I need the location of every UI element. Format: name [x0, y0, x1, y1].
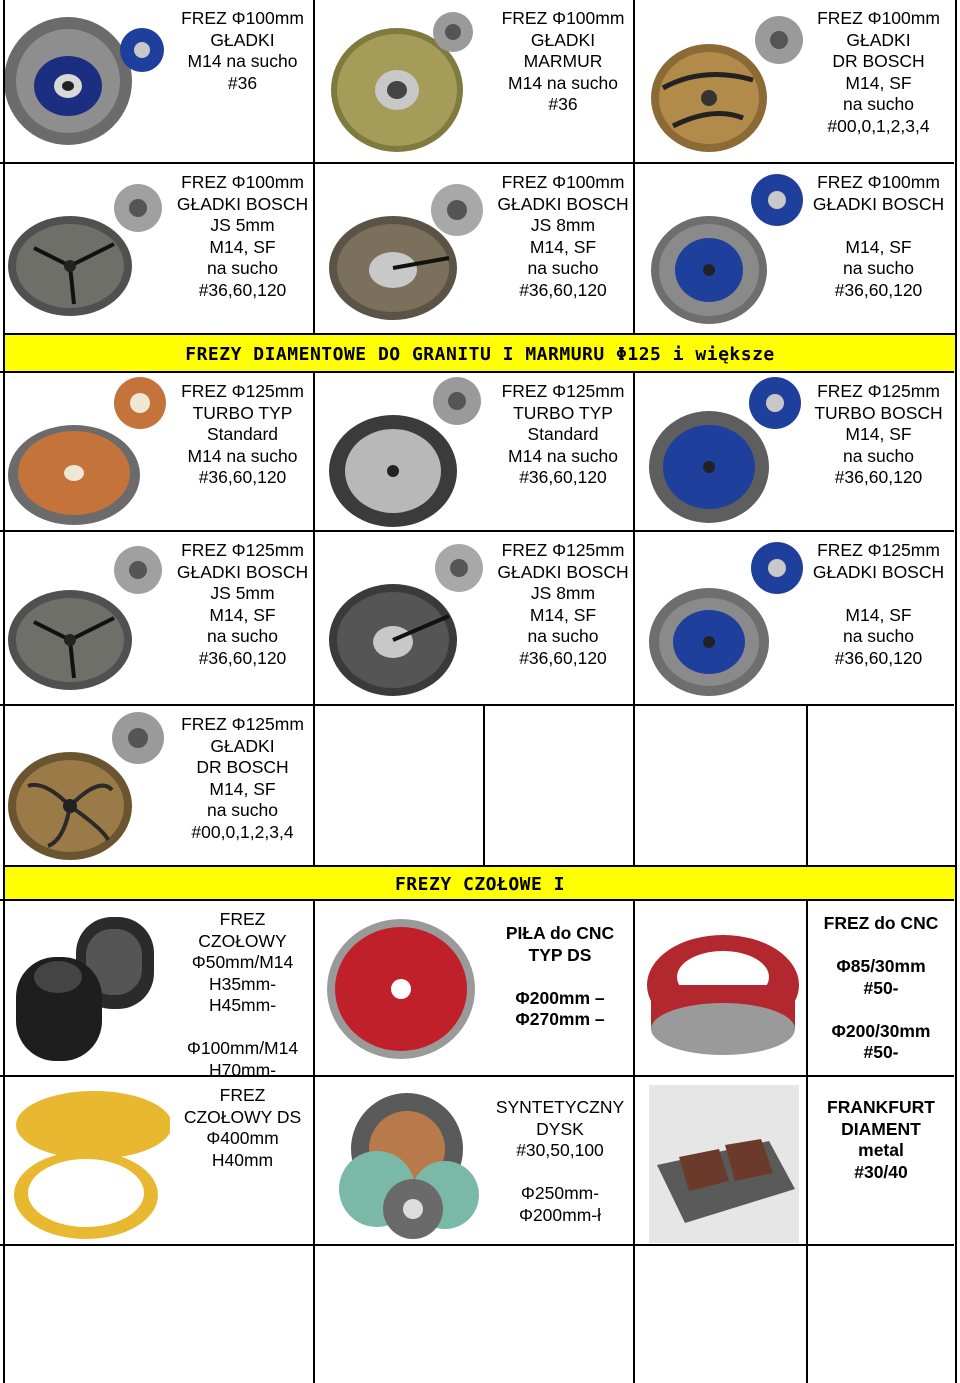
product-line: Φ250mm-: [520, 1183, 600, 1203]
product-image-bosch-js5-125: [4, 542, 170, 702]
product-line: na sucho: [842, 626, 915, 646]
product-line: FREZ Φ125mm: [817, 381, 940, 401]
product-image-dr-bosch-125: [4, 710, 170, 864]
product-line: #36,60,120: [834, 467, 923, 487]
product-line: SYNTETYCZNY: [495, 1097, 625, 1117]
product-line: na sucho: [527, 258, 599, 278]
product-line: Φ200mm –: [515, 987, 605, 1008]
product-line: #36,60,120: [198, 647, 287, 668]
product-line: FRANKFURT: [827, 1097, 935, 1117]
product-line: FREZ: [219, 1085, 266, 1105]
product-cell: [635, 532, 954, 706]
product-line: M14, SF: [529, 236, 597, 257]
product-image-turbo-copper: [4, 375, 170, 529]
product-row-7: [0, 1075, 954, 1246]
empty-cell: [315, 1246, 635, 1383]
product-image-red-saw-blade: [323, 913, 485, 1063]
section-banner-granite: [3, 333, 957, 373]
product-line: #36,60,120: [834, 279, 923, 300]
product-line: #36,60,120: [519, 279, 607, 300]
product-line: na sucho: [206, 800, 279, 820]
product-line: JS 5mm: [210, 215, 275, 235]
product-line: #36,60,120: [834, 647, 923, 668]
product-image-bosch-js5: [4, 174, 170, 324]
product-line: #30/40: [854, 1161, 908, 1182]
product-line: TURBO TYP: [513, 402, 613, 423]
product-cell: [635, 901, 808, 1077]
product-cell: [635, 164, 954, 335]
product-cell: [0, 1077, 315, 1246]
product-line: FREZ: [219, 909, 266, 929]
product-line: M14 na sucho: [508, 72, 618, 93]
product-image-marble-wheel: [323, 8, 487, 158]
product-line: DYSK: [536, 1118, 584, 1139]
product-cell: [0, 532, 315, 706]
product-cell: [635, 0, 954, 164]
product-line: Φ270mm –: [515, 1009, 605, 1029]
product-line: Φ200mm-ł: [518, 1204, 602, 1225]
product-image-bosch-js8-125: [321, 540, 491, 700]
product-line: GŁADKI: [530, 29, 596, 50]
empty-cell: [808, 706, 954, 867]
product-line: GŁADKI BOSCH: [176, 561, 309, 582]
product-cell: [635, 373, 954, 532]
product-line: FREZ do CNC: [823, 913, 939, 933]
product-line: M14 na sucho: [508, 445, 618, 466]
product-cell: [0, 706, 315, 867]
product-line: #00,0,1,2,3,4: [827, 115, 930, 136]
product-line: na sucho: [842, 445, 915, 466]
product-line: GŁADKI: [210, 735, 275, 756]
product-line: GŁADKI BOSCH: [497, 561, 629, 582]
empty-row: [0, 1244, 954, 1383]
product-line: na sucho: [842, 258, 915, 278]
product-line: FREZ Φ125mm: [817, 540, 940, 560]
product-line: Φ85/30mm: [836, 956, 926, 976]
product-line: GŁADKI BOSCH: [497, 193, 629, 214]
product-line: DIAMENT: [841, 1118, 921, 1139]
product-line: CZOŁOWY: [198, 930, 287, 951]
product-cell: [808, 901, 954, 1077]
product-cell: [635, 1077, 808, 1246]
product-line: #36,60,120: [198, 279, 287, 300]
product-line: FREZ Φ125mm: [501, 381, 625, 401]
product-image-face-milling-black: [10, 911, 170, 1071]
product-line: FREZ Φ125mm: [181, 381, 304, 401]
product-row-3: [0, 371, 954, 532]
product-image-turbo-silver: [321, 375, 491, 529]
product-line: JS 8mm: [530, 583, 596, 603]
banner-title: FREZY CZOŁOWE I: [394, 873, 566, 895]
product-line: FREZ Φ100mm: [181, 8, 304, 28]
product-row-2: [0, 162, 954, 335]
product-line: GŁADKI BOSCH: [176, 193, 309, 214]
product-cell: [0, 164, 315, 335]
product-line: FREZ Φ125mm: [181, 540, 304, 560]
product-line: #00,0,1,2,3,4: [191, 821, 294, 842]
product-image-bosch-js8: [321, 174, 491, 324]
product-line: #50-: [863, 1042, 899, 1062]
product-line: TURBO BOSCH: [814, 402, 943, 423]
product-line: #36,60,120: [198, 467, 287, 487]
product-line: GŁADKI: [210, 29, 275, 50]
product-line: metal: [858, 1140, 904, 1160]
product-line: FREZ Φ125mm: [181, 714, 304, 734]
product-row-5: [0, 704, 954, 867]
product-cell: [0, 0, 315, 164]
product-cell: [315, 373, 635, 532]
product-line: PIŁA do CNC: [505, 923, 615, 943]
product-image-bosch-blue-125: [643, 538, 811, 698]
product-line: TURBO TYP: [192, 402, 293, 423]
product-line: H45mm-: [208, 995, 277, 1015]
product-line: M14, SF: [209, 604, 276, 625]
product-line: na sucho: [206, 258, 279, 278]
product-line: M14, SF: [845, 236, 912, 257]
product-line: FREZ Φ125mm: [501, 540, 625, 560]
product-line: DR BOSCH: [832, 51, 925, 71]
product-cell: [808, 1077, 954, 1246]
product-line: TYP DS: [528, 944, 592, 965]
product-line: GŁADKI: [846, 29, 911, 50]
product-line: M14, SF: [845, 424, 912, 444]
product-image-frankfurt-diamond: [649, 1085, 799, 1243]
product-line: M14, SF: [209, 778, 276, 799]
empty-cell: [635, 1246, 808, 1383]
product-line: na sucho: [842, 94, 915, 114]
empty-cell: [0, 1246, 315, 1383]
product-line: M14, SF: [845, 72, 912, 93]
empty-cell: [485, 706, 635, 867]
product-line: Φ400mm: [206, 1128, 279, 1148]
product-cell: [0, 901, 315, 1080]
product-line: M14, SF: [209, 236, 276, 257]
product-line: FREZ Φ100mm: [181, 172, 304, 192]
product-row-6: [0, 899, 954, 1080]
product-image-turbo-bosch-blue: [643, 375, 811, 529]
product-cell: [315, 532, 635, 706]
product-line: H40mm: [211, 1149, 274, 1170]
product-line: FREZ Φ100mm: [817, 8, 940, 28]
product-line: GŁADKI BOSCH: [812, 193, 945, 214]
product-line: M14 na sucho: [187, 51, 298, 71]
product-line: Φ50mm/M14: [191, 952, 294, 972]
product-line: #30,50,100: [516, 1140, 604, 1160]
product-line: Φ200/30mm: [831, 1020, 931, 1041]
product-line: M14, SF: [529, 604, 597, 625]
product-line: Standard: [206, 424, 279, 444]
product-line: DR BOSCH: [196, 757, 289, 777]
product-row-1: [0, 0, 954, 164]
product-row-4: [0, 530, 954, 706]
section-banner-face: [3, 865, 957, 901]
product-line: Φ100mm/M14: [186, 1038, 299, 1058]
product-line: CZOŁOWY DS: [183, 1106, 302, 1127]
banner-title: FREZY DIAMENTOWE DO GRANITU I MARMURU Φ125 i większe: [185, 343, 775, 365]
product-line: #36,60,120: [519, 647, 607, 668]
empty-cell: [315, 706, 485, 867]
product-image-bosch-blue: [643, 170, 811, 326]
product-line: #50-: [863, 977, 899, 998]
product-line: M14, SF: [845, 604, 912, 625]
product-line: JS 8mm: [530, 215, 596, 235]
product-cell: [315, 0, 635, 164]
product-line: na sucho: [527, 626, 599, 646]
product-image-smooth-cup-wheel: [2, 6, 170, 156]
product-image-cnc-ring: [641, 915, 805, 1065]
product-cell: [315, 901, 635, 1077]
product-line: JS 5mm: [210, 583, 275, 603]
product-line: FREZ Φ100mm: [817, 172, 940, 192]
product-line: GŁADKI BOSCH: [812, 561, 945, 582]
product-line: H35mm-: [208, 973, 277, 994]
product-line: na sucho: [206, 626, 279, 646]
product-line: #36: [227, 72, 258, 93]
product-line: M14 na sucho: [187, 445, 298, 466]
product-line: FREZ Φ100mm: [501, 8, 625, 28]
empty-cell: [808, 1246, 954, 1383]
product-image-face-milling-ds: [10, 1085, 170, 1243]
empty-cell: [635, 706, 808, 867]
product-cell: [0, 373, 315, 532]
product-line: MARMUR: [523, 51, 603, 71]
product-line: H70mm-: [208, 1059, 277, 1080]
product-cell: [315, 1077, 635, 1246]
product-image-synthetic-disc: [321, 1087, 487, 1243]
product-line: Standard: [527, 424, 599, 444]
product-line: #36: [548, 94, 578, 114]
product-line: #36,60,120: [519, 467, 607, 487]
product-cell: [315, 164, 635, 335]
product-image-bronze-wheel: [643, 6, 811, 156]
product-line: FREZ Φ100mm: [501, 172, 625, 192]
